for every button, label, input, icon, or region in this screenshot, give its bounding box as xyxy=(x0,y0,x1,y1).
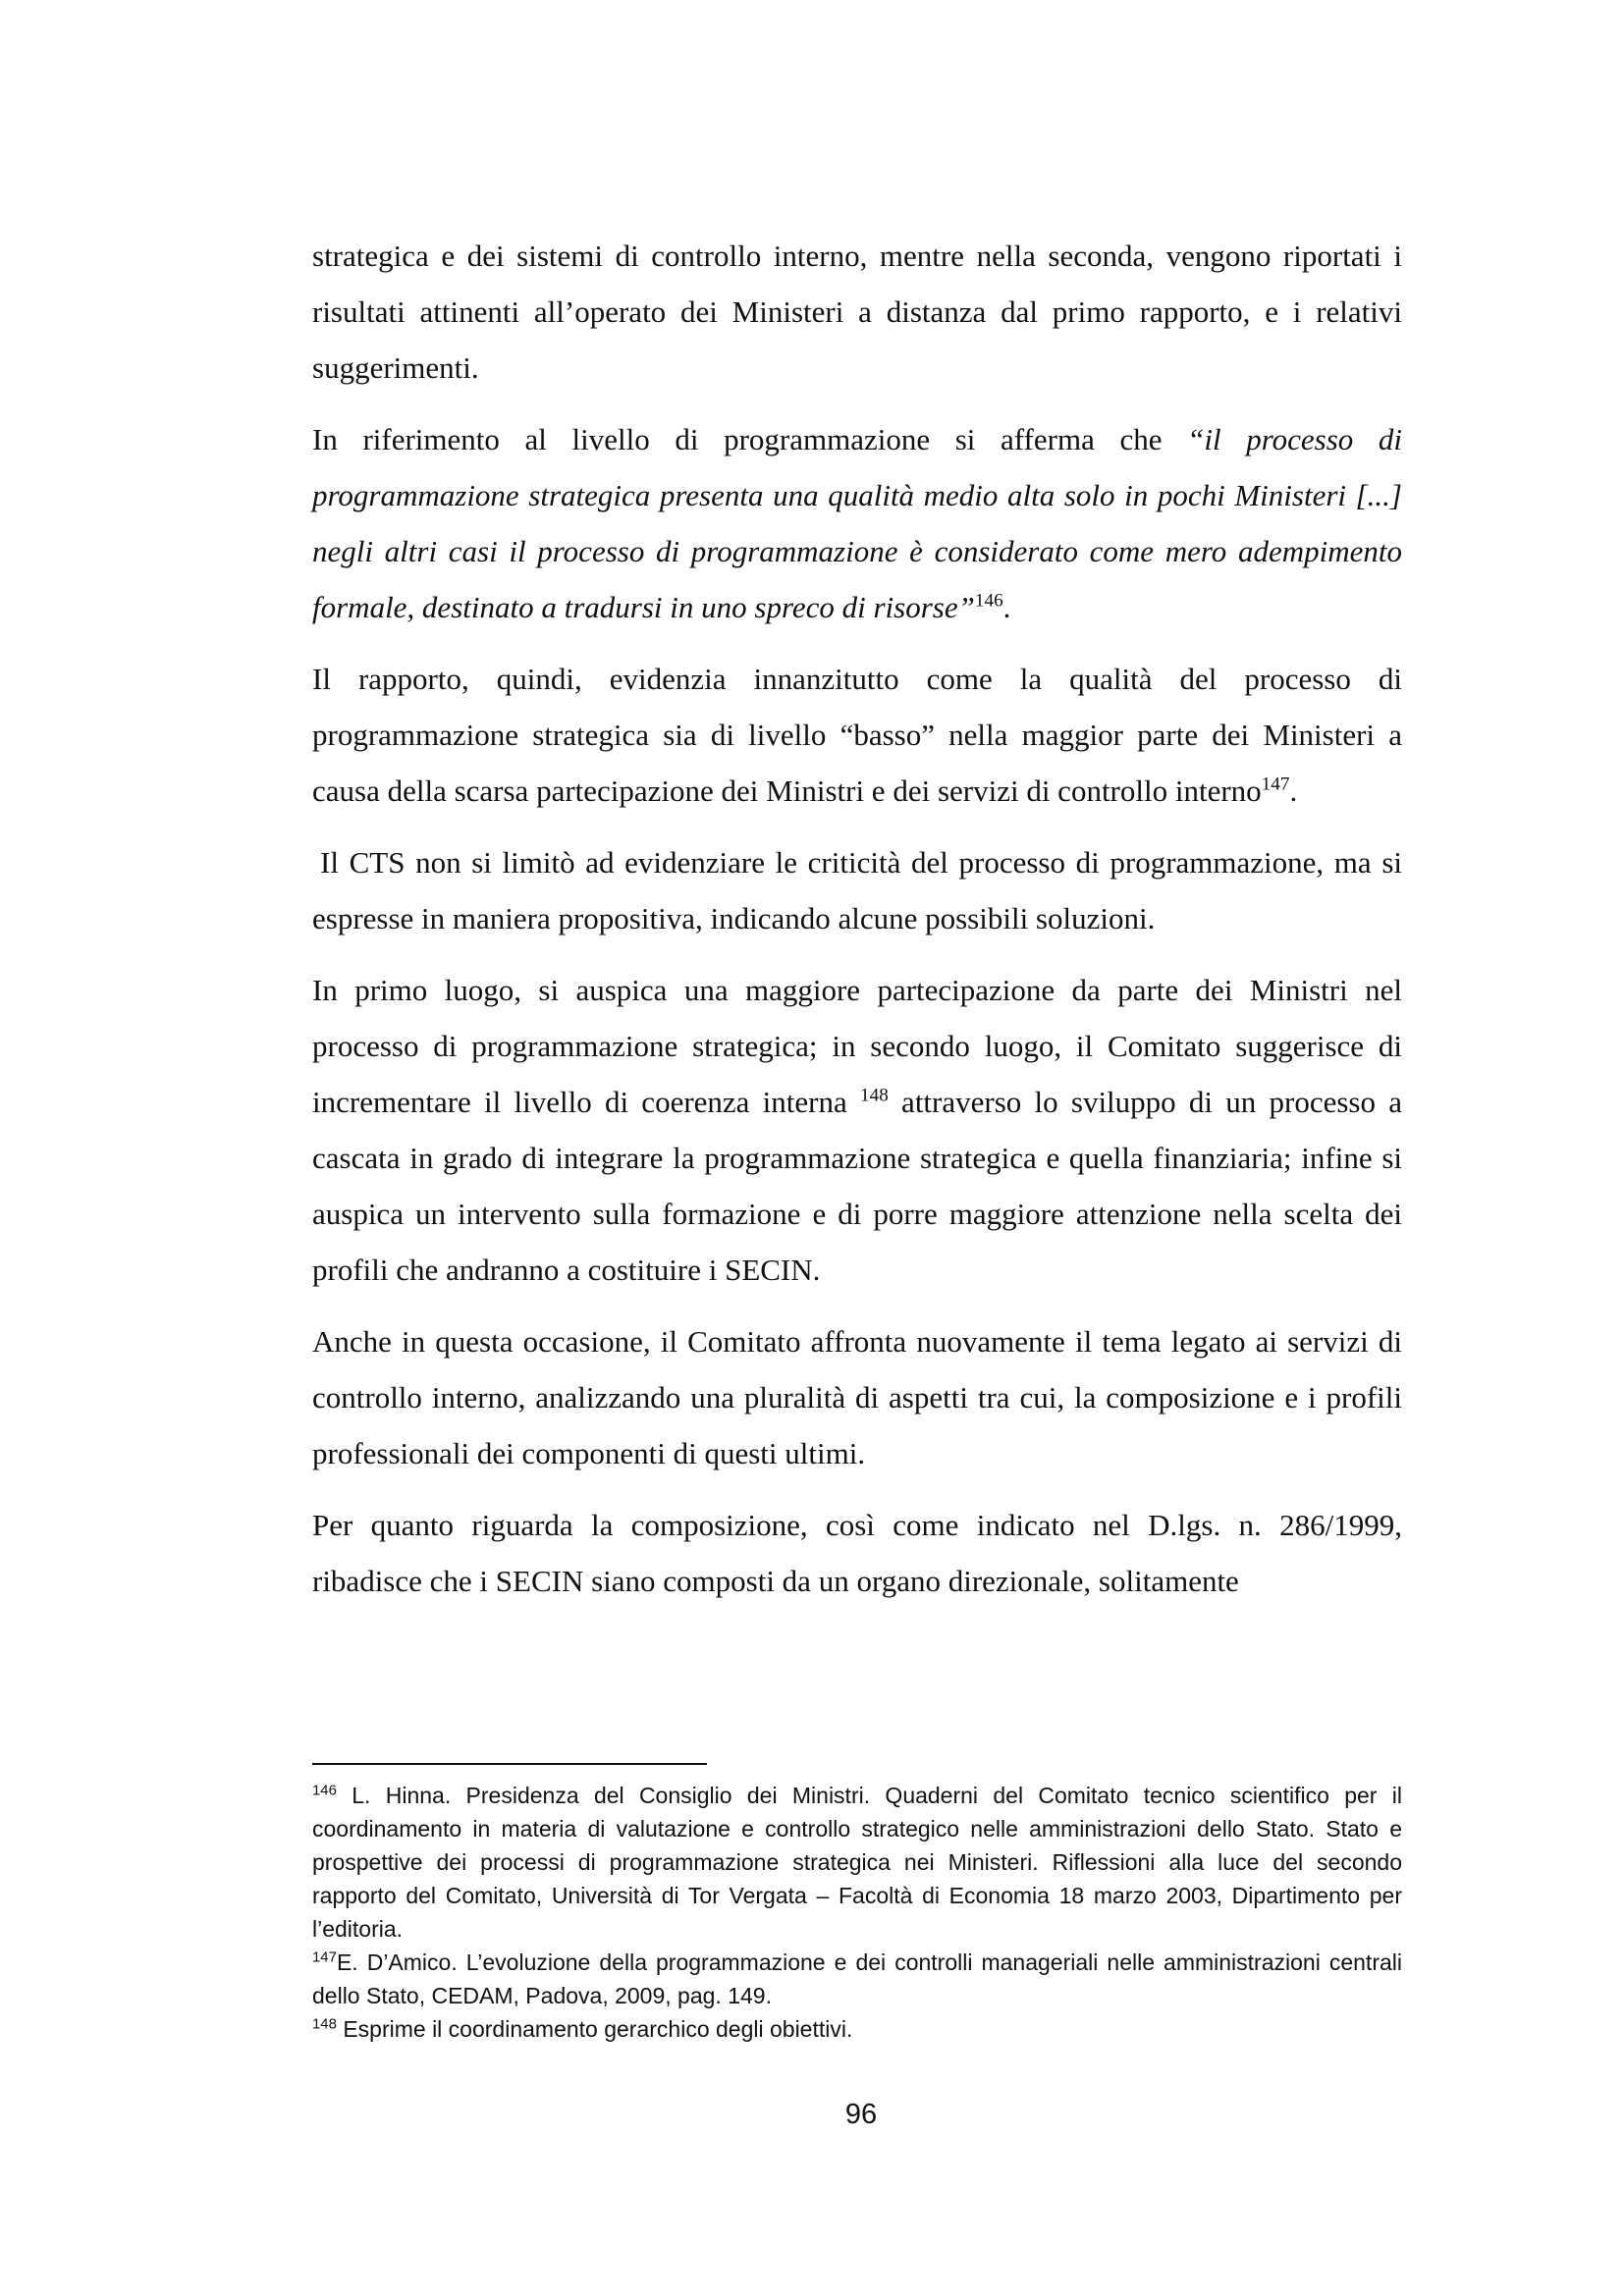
paragraph xyxy=(312,651,1402,819)
paragraph-text: Il rapporto, quindi, evidenzia innanzitutto come la qualità del processo di programmazione strategica sia di livello “basso” nella maggior parte dei Ministeri a causa della scarsa partecipazione dei Ministri e dei servizi di controllo interno xyxy=(312,662,1402,808)
footnote xyxy=(312,2012,1402,2046)
footnote xyxy=(312,1779,1402,1946)
body-text xyxy=(312,228,1402,1625)
footnote xyxy=(312,1946,1402,2012)
footnote-number: 147 xyxy=(312,1949,337,1966)
footnote-text: L. Hinna. Presidenza del Consiglio dei Ministri. Quaderni del Comitato tecnico scientifico per il coordinamento in materia di valutazione e controllo strategico nelle amministrazioni dello Stato. Stato e prospettive dei processi di programmazione strategica nei Ministeri. Riflessioni alla luce del secondo rapporto del Comitato, Università di Tor Vergata – Facoltà di Economia 18 marzo 2003, Dipartimento per l’editoria. xyxy=(312,1783,1402,1942)
paragraph-text: In primo luogo, si auspica una maggiore partecipazione da parte dei Ministri nel processo di programmazione strategica; in secondo luogo, il Comitato suggerisce di incrementare il livello di coerenza interna xyxy=(312,973,1402,1119)
footnote-text: Esprime il coordinamento gerarchico degli obiettivi. xyxy=(336,2016,853,2042)
paragraph: Il CTS non si limitò ad evidenziare le criticità del processo di programmazione, ma si espresse in maniera propositiva, indicando alcune possibili soluzioni. xyxy=(312,845,1402,935)
page-number: 96 xyxy=(844,2099,878,2130)
paragraph-text: . xyxy=(1289,774,1298,808)
paragraph-text: attraverso lo sviluppo di un processo a cascata in grado di integrare la programmazione strategica e quella finanziaria; infine si auspica un intervento sulla formazione e di porre maggiore attenzione nella scelta dei profili che andranno a costituire i SECIN. xyxy=(312,1085,1402,1287)
footnotes xyxy=(312,1779,1402,2046)
footnote-ref[interactable]: 148 xyxy=(860,1085,889,1106)
quotation: “il processo di programmazione strategica presenta una qualità medio alta solo in pochi Ministeri [...] negli altri casi il processo di programmazione è considerato come mero adempimento formale, destinato a tradursi in uno spreco di risorse” xyxy=(312,422,1402,624)
footnote-number: 148 xyxy=(312,2015,337,2033)
footnote-number: 146 xyxy=(312,1782,337,1799)
paragraph: strategica e dei sistemi di controllo interno, mentre nella seconda, vengono riportati i risultati attinenti all’operato dei Ministeri a distanza dal primo rapporto, e i relativi suggerimenti. xyxy=(312,239,1402,385)
paragraph: Anche in questa occasione, il Comitato affronta nuovamente il tema legato ai servizi di controllo interno, analizzando una pluralità di aspetti tra cui, la composizione e i profili professionali dei componenti di questi ultimi. xyxy=(312,1324,1402,1470)
paragraph xyxy=(312,962,1402,1298)
footnote-ref[interactable]: 147 xyxy=(1261,774,1290,795)
footnote-text: E. D’Amico. L’evoluzione della programmazione e dei controlli manageriali nelle amministrazioni centrali dello Stato, CEDAM, Padova, 2009, pag. 149. xyxy=(312,1949,1402,2008)
footnote-ref[interactable]: 146 xyxy=(974,590,1003,612)
paragraph xyxy=(312,411,1402,635)
footnote-separator xyxy=(312,1763,707,1765)
paragraph: Per quanto riguarda la composizione, così come indicato nel D.lgs. n. 286/1999, ribadisce che i SECIN siano composti da un organo direzionale, solitamente xyxy=(312,1508,1402,1598)
paragraph-text: . xyxy=(1002,590,1011,624)
paragraph-text: In riferimento al livello di programmazione si afferma che xyxy=(312,422,1188,456)
